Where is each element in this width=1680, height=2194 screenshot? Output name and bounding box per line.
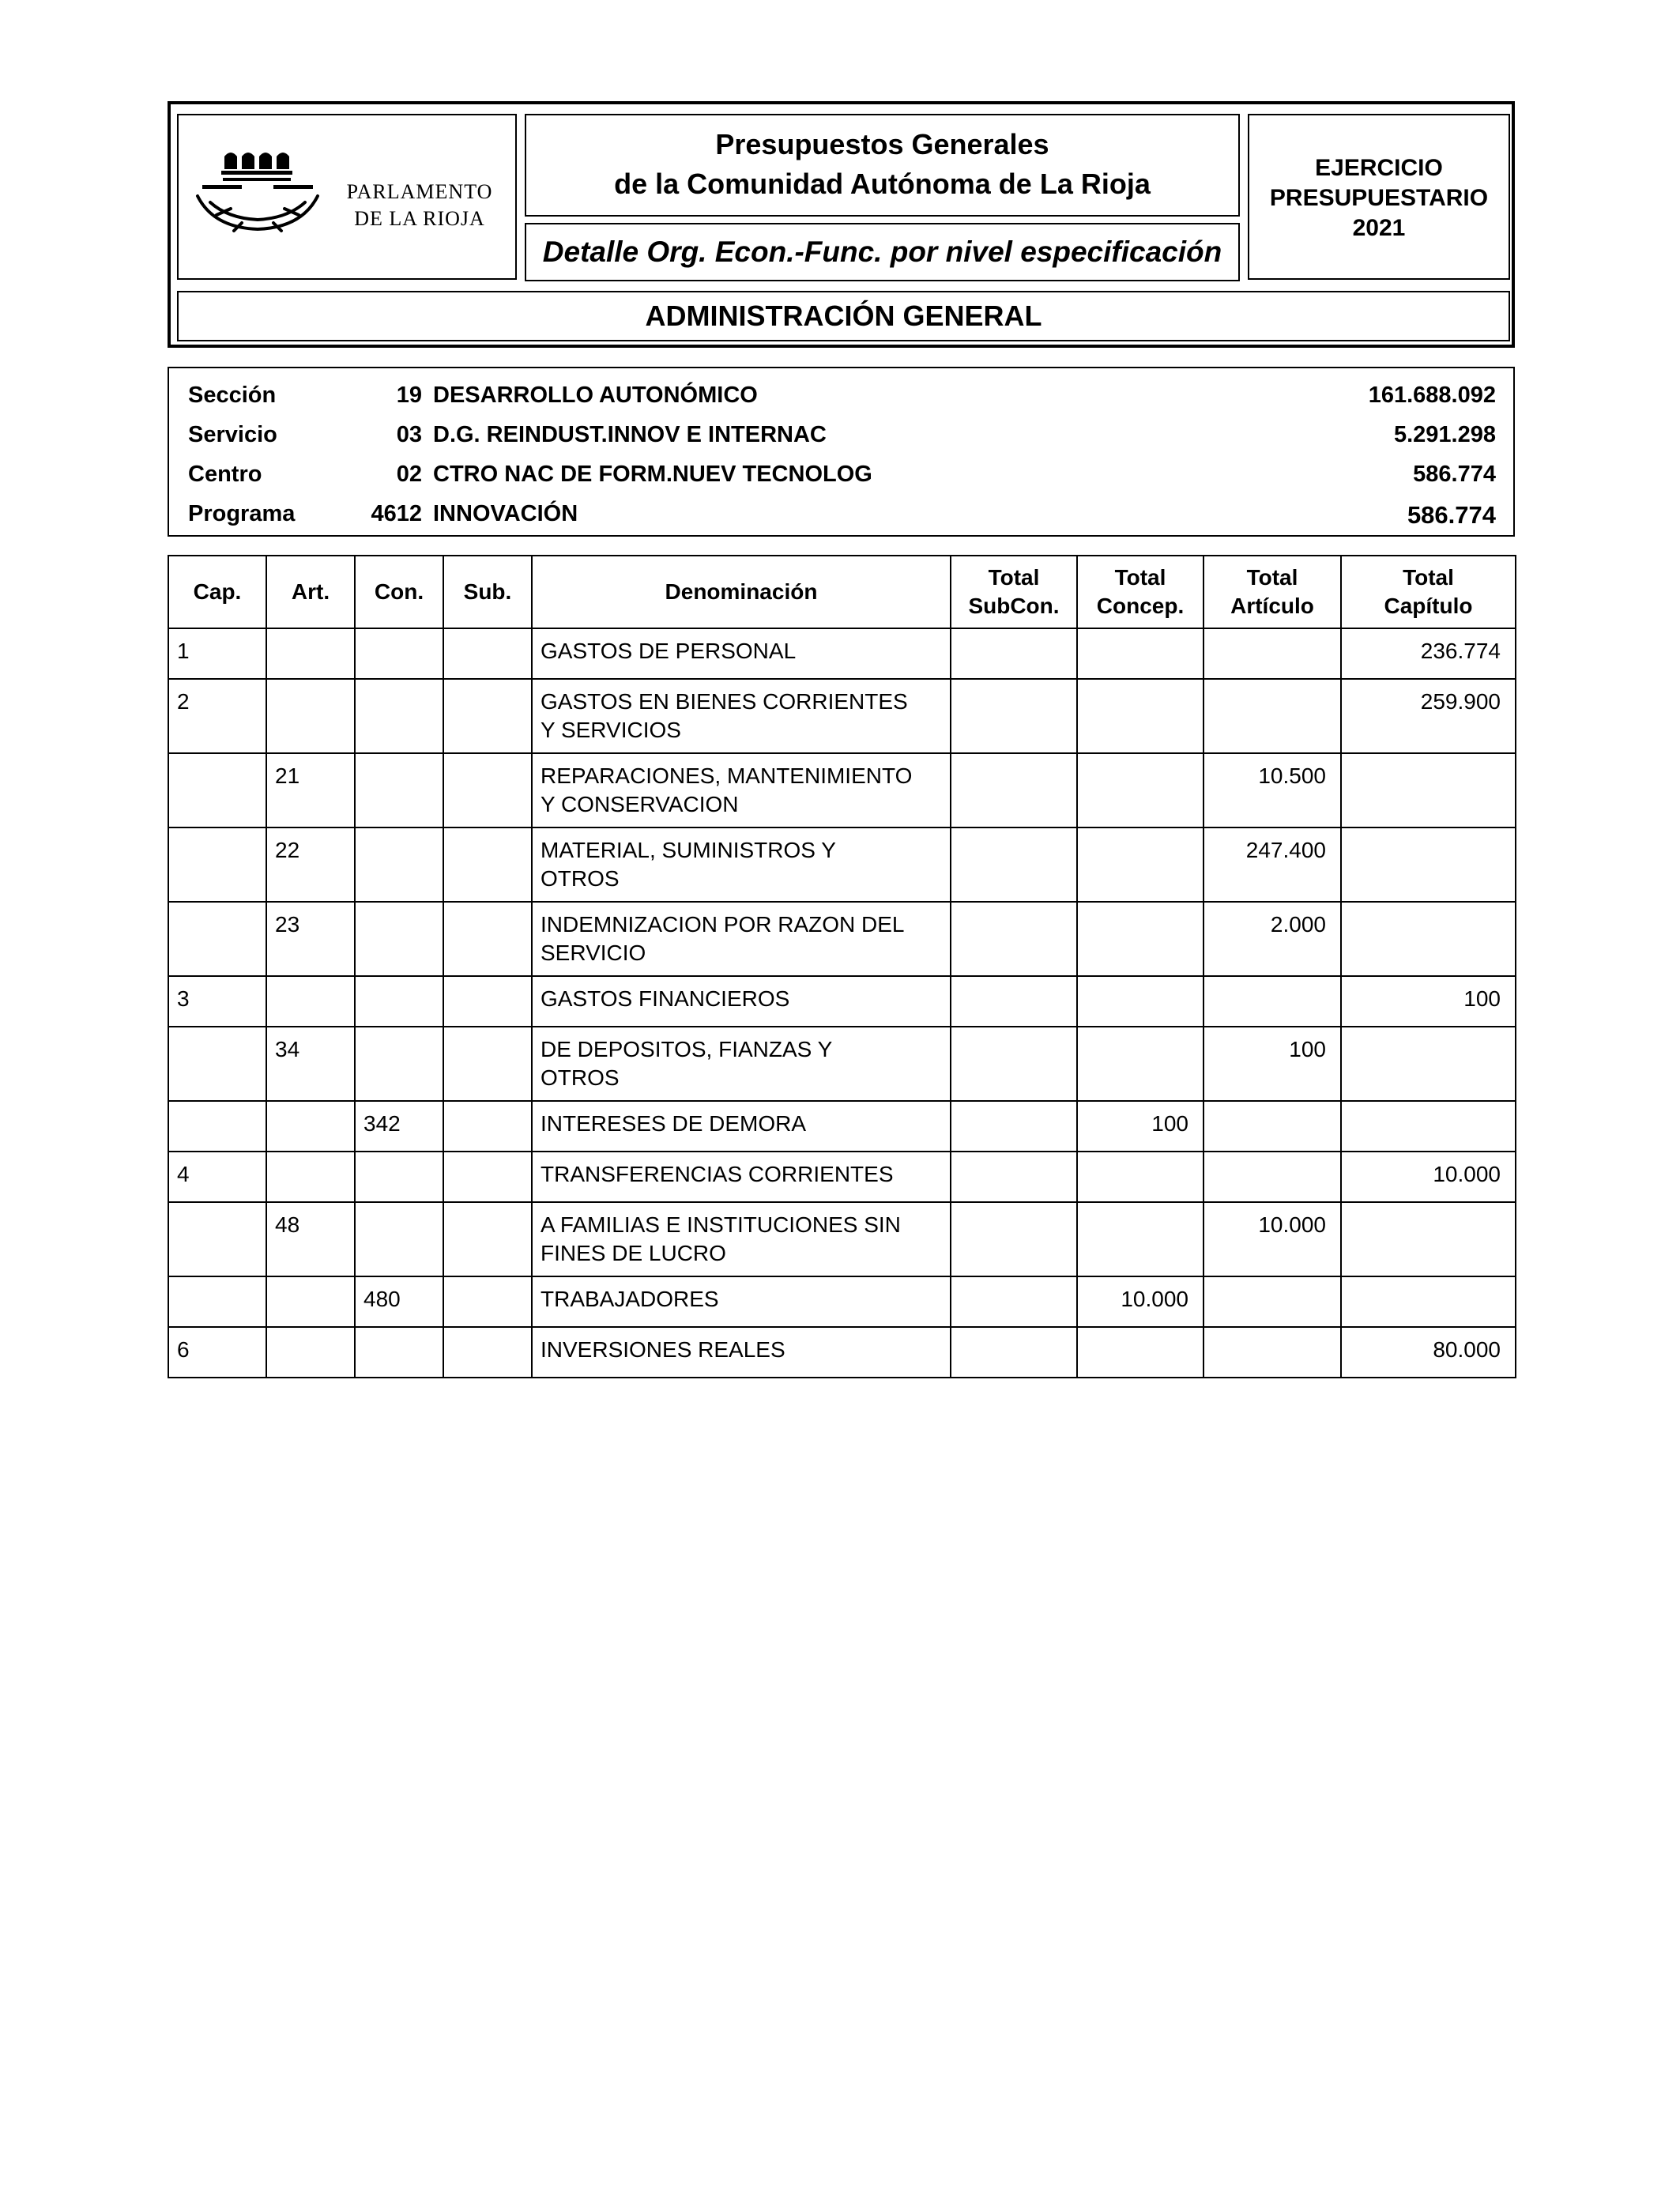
cell-cap [168,1202,266,1276]
fiscal-year-box [1248,114,1510,280]
cell-sub [443,679,532,753]
cell-denominacion: INDEMNIZACION POR RAZON DEL SERVICIO [532,902,951,976]
admin-box [177,291,1510,341]
cell-denominacion: MATERIAL, SUMINISTROS Y OTROS [532,827,951,902]
cell-total-articulo [1203,1276,1341,1327]
table-row [168,976,1516,1027]
cell-sub [443,1327,532,1378]
cell-con [355,1152,443,1202]
table-row [168,1327,1516,1378]
cell-total-capitulo: 80.000 [1341,1327,1516,1378]
cell-denominacion: DE DEPOSITOS, FIANZAS Y OTROS [532,1027,951,1101]
col-header-denominacion: Denominación [532,556,951,628]
cell-total-capitulo [1341,753,1516,827]
info-name: DESARROLLO AUTONÓMICO [433,383,758,408]
cell-sub [443,1152,532,1202]
cell-con [355,753,443,827]
info-label: Sección [188,383,277,408]
cell-total-subcon [951,1152,1077,1202]
cell-total-articulo: 247.400 [1203,827,1341,902]
parliament-emblem-icon [194,147,329,242]
year-label-line-1: EJERCICIO [1315,155,1443,181]
title-box [525,114,1240,217]
table-row [168,753,1516,827]
cell-con: 342 [355,1101,443,1152]
table-row [168,1202,1516,1276]
cell-denominacion: GASTOS FINANCIEROS [532,976,951,1027]
cell-art: 48 [266,1202,355,1276]
table-row [168,827,1516,902]
table-body [168,628,1516,1378]
cell-total-articulo [1203,679,1341,753]
cell-total-concep: 100 [1077,1101,1203,1152]
logo-text-line-2: DE LA RIOJA [354,207,485,230]
cell-cap: 4 [168,1152,266,1202]
cell-con [355,628,443,679]
cell-total-concep [1077,628,1203,679]
cell-sub [443,753,532,827]
cell-con [355,827,443,902]
cell-total-articulo [1203,1327,1341,1378]
table-row [168,1101,1516,1152]
cell-con [355,679,443,753]
cell-cap [168,827,266,902]
cell-total-subcon [951,1027,1077,1101]
organization-info [168,367,1515,537]
cell-denominacion: A FAMILIAS E INSTITUCIONES SIN FINES DE LUCRO [532,1202,951,1276]
cell-art [266,628,355,679]
cell-total-subcon [951,679,1077,753]
cell-total-capitulo: 100 [1341,976,1516,1027]
info-name: INNOVACIÓN [433,501,578,526]
cell-denominacion: GASTOS EN BIENES CORRIENTES Y SERVICIOS [532,679,951,753]
info-label: Programa [188,501,296,526]
cell-total-subcon [951,1101,1077,1152]
cell-sub [443,827,532,902]
cell-total-concep [1077,753,1203,827]
cell-denominacion: GASTOS DE PERSONAL [532,628,951,679]
year-label-line-2: PRESUPUESTARIO [1269,185,1489,211]
table-header-row [168,556,1516,628]
cell-total-capitulo [1341,827,1516,902]
title-line-1: Presupuestos Generales [715,128,1049,160]
cell-cap: 6 [168,1327,266,1378]
cell-total-concep: 10.000 [1077,1276,1203,1327]
info-row-programa [169,495,1513,534]
cell-total-subcon [951,1327,1077,1378]
info-total: 161.688.092 [1368,383,1496,408]
cell-sub [443,1101,532,1152]
admin-title: ADMINISTRACIÓN GENERAL [645,300,1042,332]
cell-sub [443,976,532,1027]
col-header-total-concep: Total Concep. [1077,556,1203,628]
cell-total-concep [1077,1202,1203,1276]
cell-art: 21 [266,753,355,827]
cell-cap [168,1027,266,1101]
info-row-seccion [169,376,1513,416]
cell-total-subcon [951,1276,1077,1327]
table-row [168,902,1516,976]
cell-total-capitulo [1341,1276,1516,1327]
col-header-total-capitulo: Total Capítulo [1341,556,1516,628]
cell-total-articulo: 10.000 [1203,1202,1341,1276]
col-header-sub: Sub. [443,556,532,628]
cell-total-capitulo: 259.900 [1341,679,1516,753]
cell-total-capitulo: 10.000 [1341,1152,1516,1202]
cell-art [266,976,355,1027]
info-label: Servicio [188,422,277,447]
cell-denominacion: INVERSIONES REALES [532,1327,951,1378]
budget-table [168,555,1516,1378]
cell-sub [443,1027,532,1101]
table-row [168,679,1516,753]
cell-total-articulo: 100 [1203,1027,1341,1101]
cell-total-capitulo [1341,1027,1516,1101]
cell-total-concep [1077,1152,1203,1202]
cell-con [355,1202,443,1276]
cell-total-subcon [951,628,1077,679]
table-row [168,1276,1516,1327]
cell-total-subcon [951,1202,1077,1276]
subtitle: Detalle Org. Econ.-Func. por nivel especificación [542,236,1222,268]
table-row [168,1027,1516,1101]
cell-total-concep [1077,902,1203,976]
cell-con [355,976,443,1027]
col-header-con: Con. [355,556,443,628]
document-header [168,101,1515,348]
cell-con [355,1027,443,1101]
cell-sub [443,902,532,976]
info-row-centro [169,455,1513,495]
info-code: 03 [396,422,422,447]
cell-cap [168,1101,266,1152]
info-name: D.G. REINDUST.INNOV E INTERNAC [433,422,827,447]
cell-total-capitulo [1341,1202,1516,1276]
cell-art [266,679,355,753]
cell-art [266,1101,355,1152]
info-code: 02 [396,462,422,487]
logo-text-line-1: PARLAMENTO [346,180,493,203]
cell-con: 480 [355,1276,443,1327]
cell-total-capitulo [1341,1101,1516,1152]
cell-cap [168,902,266,976]
cell-art: 22 [266,827,355,902]
cell-total-concep [1077,1027,1203,1101]
cell-total-articulo [1203,976,1341,1027]
info-row-servicio [169,416,1513,455]
cell-denominacion: INTERESES DE DEMORA [532,1101,951,1152]
cell-total-articulo [1203,1152,1341,1202]
cell-cap: 3 [168,976,266,1027]
cell-total-articulo [1203,628,1341,679]
cell-sub [443,1276,532,1327]
col-header-cap: Cap. [168,556,266,628]
cell-total-capitulo: 236.774 [1341,628,1516,679]
cell-sub [443,1202,532,1276]
info-code: 19 [396,383,422,408]
cell-total-concep [1077,1327,1203,1378]
fiscal-year: 2021 [1352,215,1406,241]
cell-art: 34 [266,1027,355,1101]
cell-total-articulo: 10.500 [1203,753,1341,827]
cell-denominacion: TRABAJADORES [532,1276,951,1327]
col-header-art: Art. [266,556,355,628]
logo-text [333,179,507,232]
info-name: CTRO NAC DE FORM.NUEV TECNOLOG [433,462,872,487]
info-total: 586.774 [1413,462,1496,487]
info-label: Centro [188,462,262,487]
info-total: 586.774 [1407,501,1496,529]
cell-total-subcon [951,976,1077,1027]
col-header-total-subcon: Total SubCon. [951,556,1077,628]
col-header-total-articulo: Total Artículo [1203,556,1341,628]
cell-denominacion: REPARACIONES, MANTENIMIENTO Y CONSERVACION [532,753,951,827]
cell-total-articulo [1203,1101,1341,1152]
cell-cap: 1 [168,628,266,679]
subtitle-box [525,223,1240,281]
table-row [168,1152,1516,1202]
cell-cap: 2 [168,679,266,753]
cell-cap [168,753,266,827]
cell-total-articulo: 2.000 [1203,902,1341,976]
cell-total-subcon [951,902,1077,976]
cell-art [266,1327,355,1378]
cell-denominacion: TRANSFERENCIAS CORRIENTES [532,1152,951,1202]
cell-con [355,1327,443,1378]
cell-total-concep [1077,827,1203,902]
info-code: 4612 [371,501,422,526]
cell-con [355,902,443,976]
cell-art: 23 [266,902,355,976]
cell-total-subcon [951,827,1077,902]
cell-total-concep [1077,976,1203,1027]
cell-art [266,1276,355,1327]
title-line-2: de la Comunidad Autónoma de La Rioja [614,168,1151,200]
cell-art [266,1152,355,1202]
cell-total-concep [1077,679,1203,753]
cell-cap [168,1276,266,1327]
cell-total-capitulo [1341,902,1516,976]
logo-box [177,114,517,280]
info-total: 5.291.298 [1393,422,1496,447]
cell-sub [443,628,532,679]
cell-total-subcon [951,753,1077,827]
table-row [168,628,1516,679]
